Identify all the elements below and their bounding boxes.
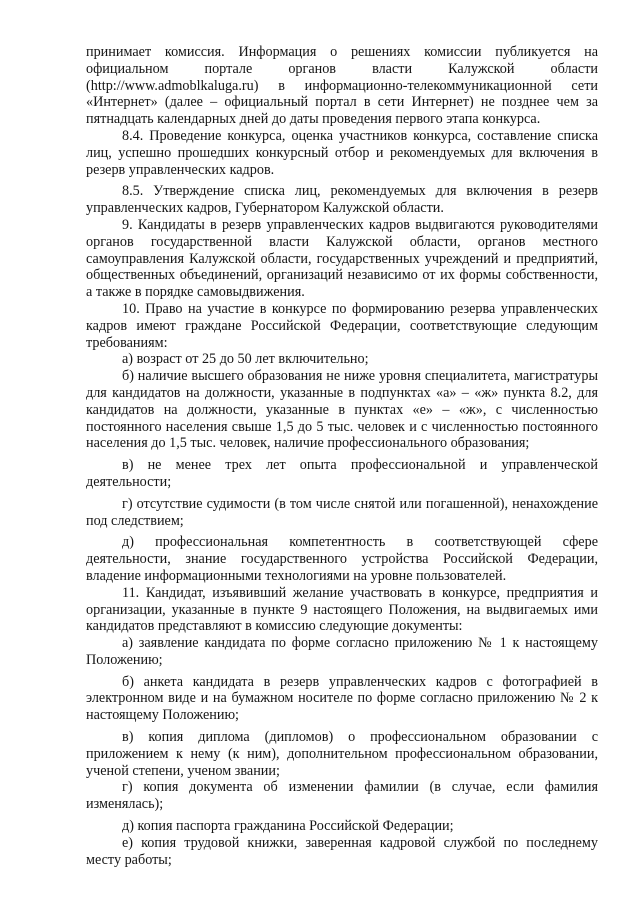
document-page	[86, 44, 598, 868]
paragraph-9: 9. Кандидаты в резерв управленческих кадров выдвигаются руководителями органов государственной власти Калужской области, органов местного самоуправления Калужской области, государственных учреждений и предприятий, общественных объединений, организаций независимо от их формы собственности, а также в порядке самовыдвижения.	[86, 216, 598, 301]
paragraph-8-5: 8.5. Утверждение списка лиц, рекомендуемых для включения в резерв управленческих кадров, Губернатором Калужской области.	[86, 183, 598, 217]
paragraph-10-d: д) профессиональная компетентность в соответствующей сфере деятельности, знание государственного устройства Российской Федерации, владение информационными технологиями на уровне пользователей.	[86, 534, 598, 584]
paragraph-10-b: б) наличие высшего образования не ниже уровня специалитета, магистратуры для кандидатов на должности, указанные в подпунктах «а» – «ж» пункта 8.2, для кандидатов на должности, указанные в пунктах «е» – «ж», с численностью постоянного населения свыше 1,5 до 5 тыс. человек и с численностью постоянного населения до 1,5 тыс. человек, наличие профессионального образования;	[86, 368, 598, 452]
paragraph-11-a: а) заявление кандидата по форме согласно приложению № 1 к настоящему Положению;	[86, 635, 598, 668]
paragraph-11-v: в) копия диплома (дипломов) о профессиональном образовании с приложением к нему (к ним), дополнительном профессиональном образовании, ученой степени, ученом звании;	[86, 729, 598, 779]
paragraph-continuation: принимает комиссия. Информация о решениях комиссии публикуется на официальном портале органов власти Калужской области (http://www.admoblkaluga.ru) в информационно-телекоммуникационной сети «Интернет» (далее – официальный портал в сети Интернет) не позднее чем за пятнадцать календарных дней до даты проведения первого этапа конкурса.	[86, 44, 598, 128]
paragraph-10-a: а) возраст от 25 до 50 лет включительно;	[122, 351, 369, 368]
paragraph-11-g: г) копия документа об изменении фамилии (в случае, если фамилия изменялась);	[86, 779, 598, 813]
paragraph-11-b: б) анкета кандидата в резерв управленческих кадров с фотографией в электронном виде и на бумажном носителе по форме согласно приложению № 2 к настоящему Положению;	[86, 673, 598, 724]
paragraph-11: 11. Кандидат, изъявивший желание участвовать в конкурсе, предприятия и организации, указанные в пункте 9 настоящего Положения, на выдвигаемых ими кандидатов представляют в комиссию следующие документы:	[86, 584, 598, 635]
paragraph-10: 10. Право на участие в конкурсе по формированию резерва управленческих кадров имеют граждане Российской Федерации, соответствующие следующим требованиям:	[86, 300, 598, 351]
paragraph-8-4: 8.4. Проведение конкурса, оценка участников конкурса, составление списка лиц, успешно прошедших конкурсный отбор и рекомендуемых для включения в резерв управленческих кадров.	[86, 127, 598, 178]
paragraph-10-v: в) не менее трех лет опыта профессиональной и управленческой деятельности;	[86, 457, 598, 490]
paragraph-10-g: г) отсутствие судимости (в том числе снятой или погашенной), ненахождение под следствием;	[86, 495, 598, 529]
paragraph-11-d: д) копия паспорта гражданина Российской Федерации;	[122, 818, 454, 835]
paragraph-11-e: е) копия трудовой книжки, заверенная кадровой службой по последнему месту работы;	[86, 834, 598, 868]
